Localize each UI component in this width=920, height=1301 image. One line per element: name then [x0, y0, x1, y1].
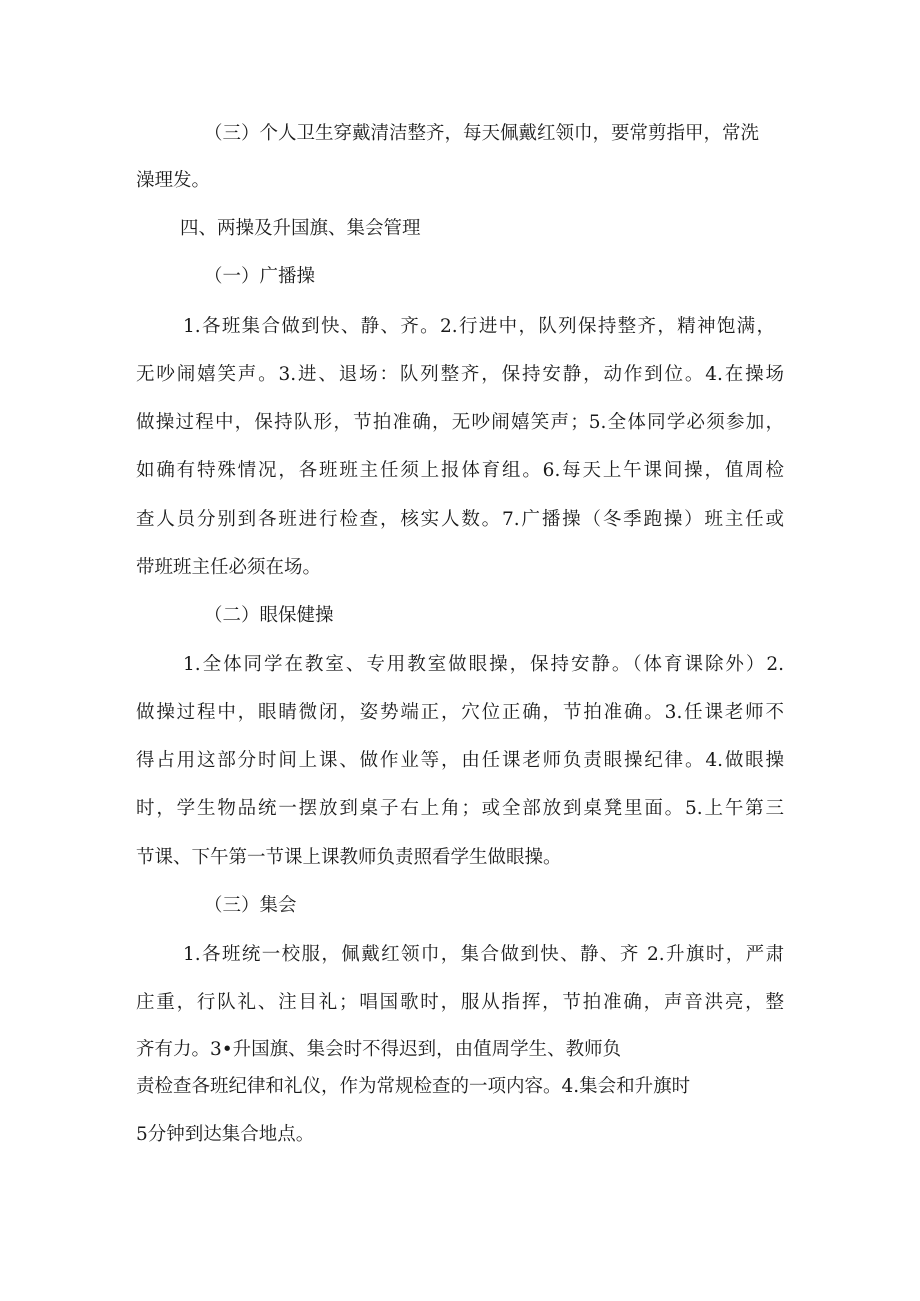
paragraph-line: 齐有力。3•升国旗、集会时不得迟到，由值周学生、教师负 [136, 1039, 622, 1060]
paragraph-line: 1.全体同学在教室、专用教室做眼操，保持安静。（体育课除外）2. [183, 654, 784, 675]
paragraph-line: 节课、下午第一节课上课教师负责照看学生做眼操。 [136, 847, 562, 868]
paragraph-line: 责检查各班纪律和礼仪，作为常规检查的一项内容。4.集会和升旗时 [136, 1076, 691, 1097]
paragraph-line: 无吵闹嬉笑声。3.进、退场：队列整齐，保持安静，动作到位。4.在操场 [136, 364, 784, 385]
paragraph-line: 庄重，行队礼、注目礼；唱国歌时，服从指挥，节拍准确，声音洪亮，整 [136, 992, 784, 1013]
subsection-heading: （三）集会 [204, 895, 297, 916]
section-heading: 四、两操及升国旗、集会管理 [180, 218, 421, 239]
paragraph-line: 时，学生物品统一摆放到桌子右上角；或全部放到桌凳里面。5.上午第三 [136, 798, 784, 819]
paragraph-line: 5分钟到达集合地点。 [136, 1124, 315, 1145]
paragraph-line: 查人员分别到各班进行检查，核实人数。7.广播操（冬季跑操）班主任或 [136, 509, 784, 530]
subsection-heading: （一）广播操 [204, 266, 316, 287]
paragraph-line: 1.各班集合做到快、静、齐。2.行进中，队列保持整齐，精神饱满， [183, 316, 775, 337]
paragraph-line: 带班班主任必须在场。 [136, 557, 322, 578]
paragraph-line: 1.各班统一校服，佩戴红领巾，集合做到快、静、齐 2.升旗时，严肃 [183, 944, 784, 965]
paragraph-line: 澡理发。 [136, 170, 211, 191]
paragraph-line: 做操过程中，眼睛微闭，姿势端正，穴位正确，节拍准确。3.任课老师不 [136, 702, 784, 723]
paragraph-line: 做操过程中，保持队形，节拍准确，无吵闹嬉笑声；5.全体同学必须参加， [136, 412, 784, 433]
paragraph-line: 如确有特殊情况，各班班主任须上报体育组。6.每天上午课间操，值周检 [136, 460, 784, 481]
paragraph-line: （三）个人卫生穿戴清洁整齐，每天佩戴红领巾，要常剪指甲，常洗 [204, 123, 760, 144]
subsection-heading: （二）眼保健操 [204, 605, 334, 626]
paragraph-line: 得占用这部分时间上课、做作业等，由任课老师负责眼操纪律。4.做眼操 [136, 750, 784, 771]
